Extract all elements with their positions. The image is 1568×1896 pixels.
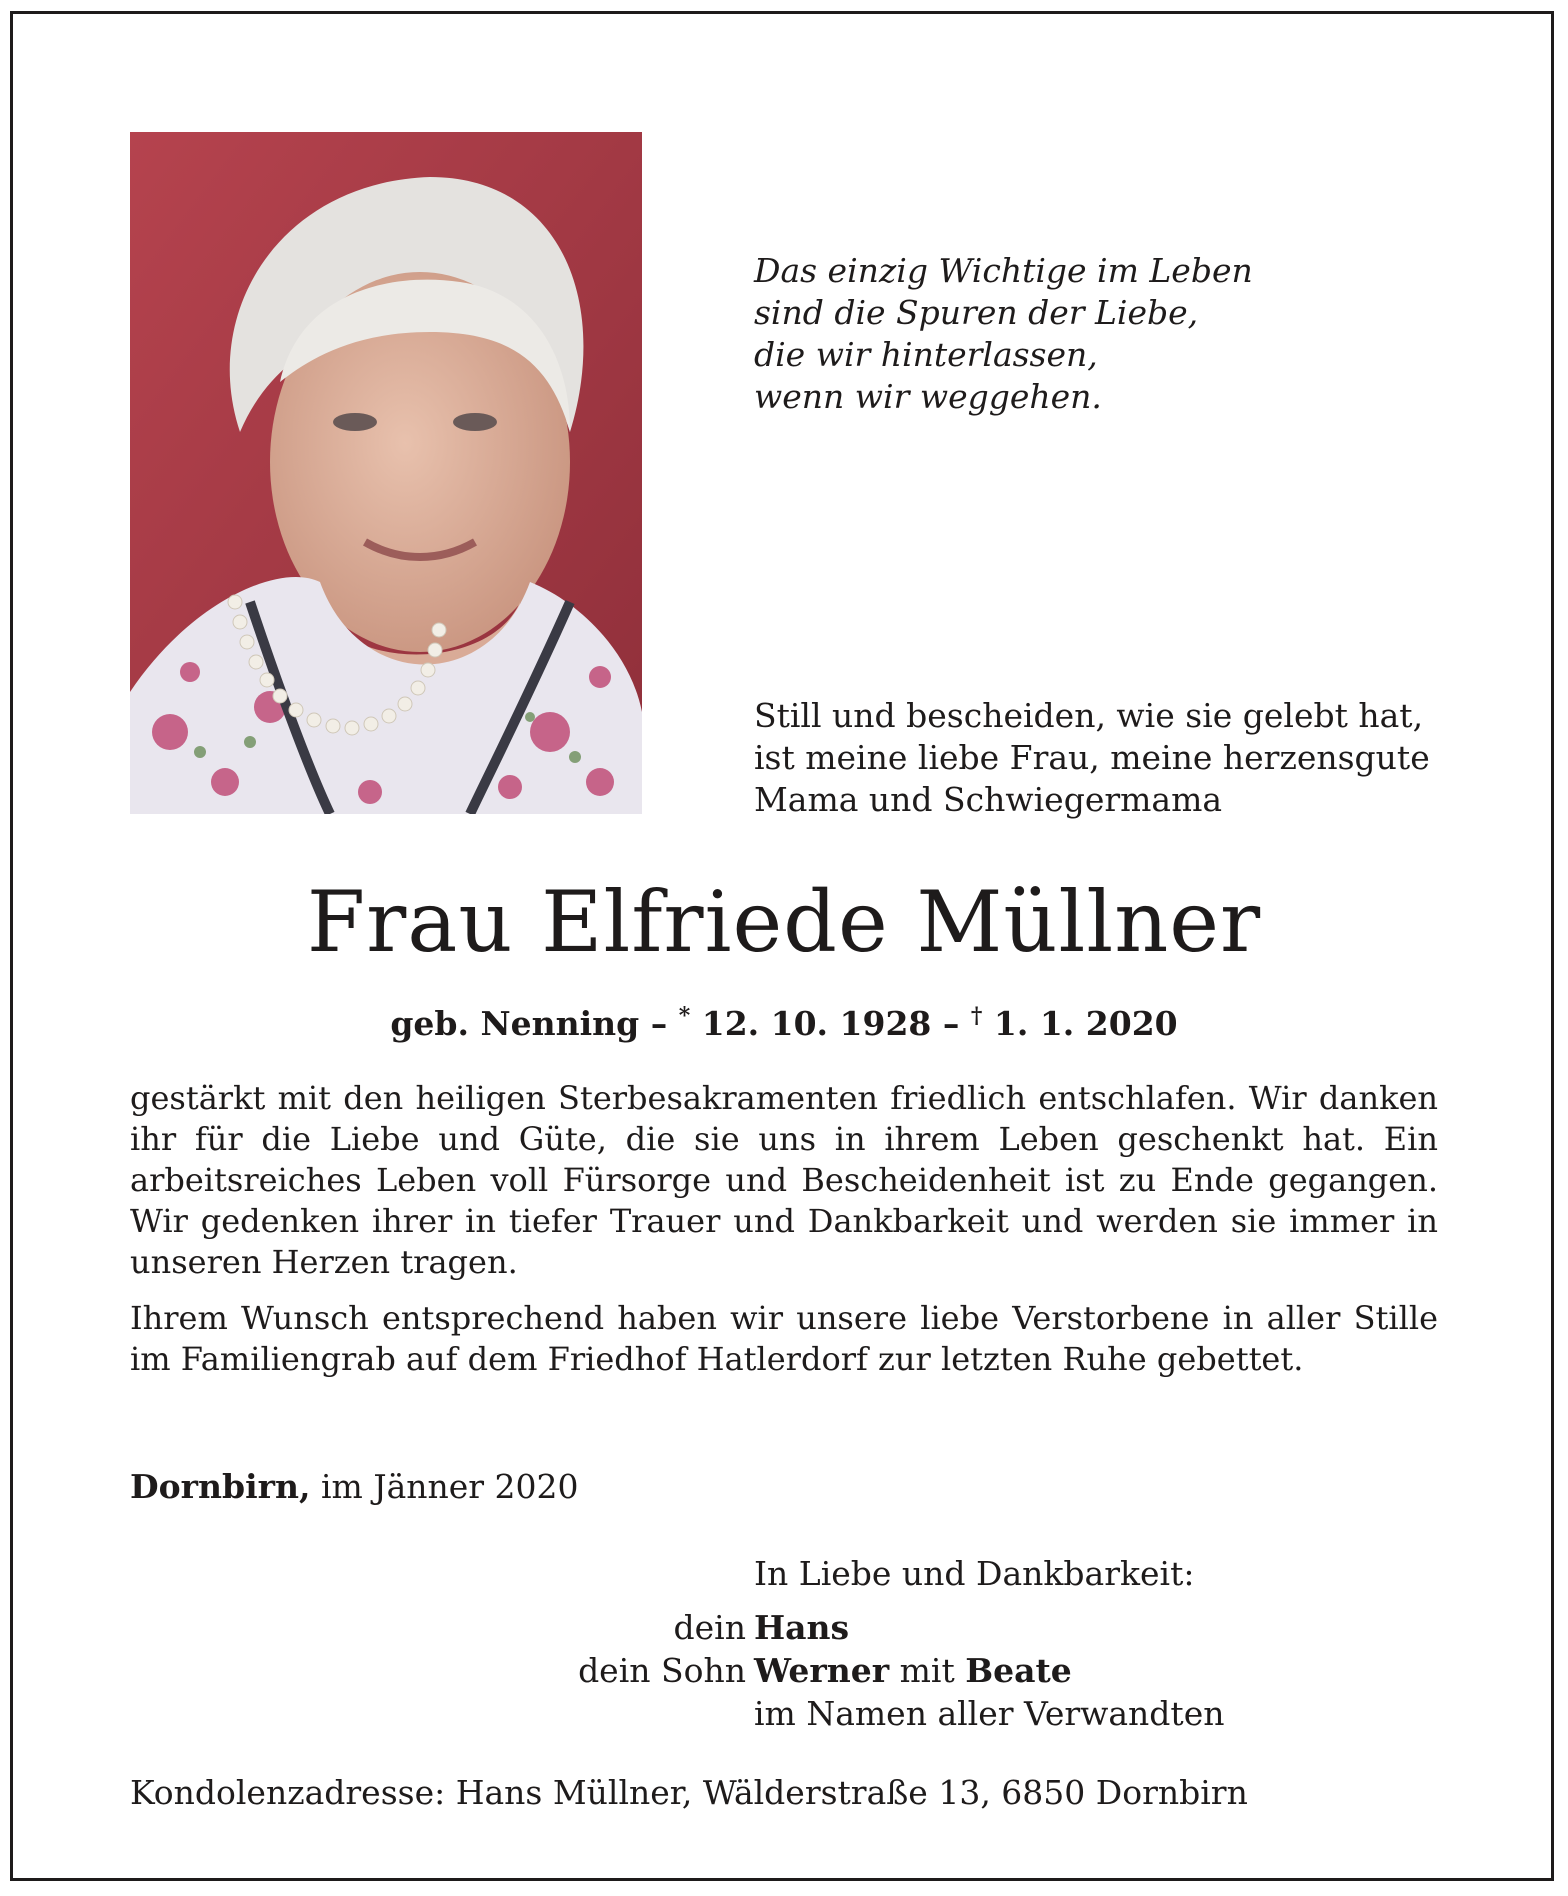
signature-name-hans: Hans <box>754 1608 850 1647</box>
place-date <box>130 1466 579 1508</box>
signature-name-werner: Werner <box>754 1651 890 1690</box>
death-date: 1. 1. 2020 <box>993 1004 1178 1043</box>
dash-separator: – <box>650 1004 679 1043</box>
quote-line: Das einzig Wichtige im Leben <box>754 251 1253 290</box>
death-mark: † <box>970 1003 983 1029</box>
quote-line: die wir hinterlassen, <box>754 335 1098 374</box>
signature-connector: mit <box>899 1651 955 1690</box>
birth-date: 12. 10. 1928 <box>701 1004 932 1043</box>
quote-line: wenn wir weggehen. <box>754 377 1102 416</box>
signature-prefix-1: dein <box>673 1608 746 1647</box>
intro-line: ist meine liebe Frau, meine herzensgute <box>754 738 1430 777</box>
quote-block <box>754 250 1253 418</box>
intro-block <box>754 695 1430 821</box>
maiden-name: geb. Nenning <box>390 1004 640 1043</box>
place-city: Dornbirn, <box>130 1467 311 1506</box>
intro-line: Still und bescheiden, wie sie gelebt hat, <box>754 696 1424 735</box>
body-paragraph-1: gestärkt mit den heiligen Sterbesakramenten friedlich entschlafen. Wir danken ihr für die Liebe und Güte, die sie uns in ihrem Leben geschenkt hat. Ein arbeitsreiches Leben voll Fürsorge und Bescheidenheit ist zu Ende gegangen. Wir gedenken ihrer in tiefer Trauer und Dankbarkeit und werden sie immer in unseren Herzen tragen. <box>130 1079 1438 1281</box>
portrait-illustration <box>130 132 642 814</box>
deceased-name: Frau Elfriede Müllner <box>306 873 1262 971</box>
place-date-text: im Jänner 2020 <box>321 1467 579 1506</box>
portrait-photo <box>130 132 642 814</box>
quote-line: sind die Spuren der Liebe, <box>754 293 1199 332</box>
signature-line-1 <box>754 1606 849 1649</box>
dash-separator: – <box>942 1004 971 1043</box>
intro-line: Mama und Schwiegermama <box>754 780 1223 819</box>
signature-name-beate: Beate <box>965 1651 1072 1690</box>
body-paragraph-2: Ihrem Wunsch entsprechend haben wir unsere liebe Verstorbene in aller Stille im Familiengrab auf dem Friedhof Hatlerdorf zur letzten Ruhe gebettet. <box>130 1299 1438 1378</box>
signature-heading: In Liebe und Dankbarkeit: <box>754 1554 1195 1593</box>
birth-mark: * <box>678 1003 691 1029</box>
life-dates <box>130 995 1438 1045</box>
condolence-address: Kondolenzadresse: Hans Müllner, Wälderstraße 13, 6850 Dornbirn <box>130 1773 1248 1812</box>
signature-prefix-2: dein Sohn <box>578 1651 746 1690</box>
signature-line-3: im Namen aller Verwandten <box>754 1694 1225 1733</box>
signature-line-2 <box>754 1649 1072 1692</box>
